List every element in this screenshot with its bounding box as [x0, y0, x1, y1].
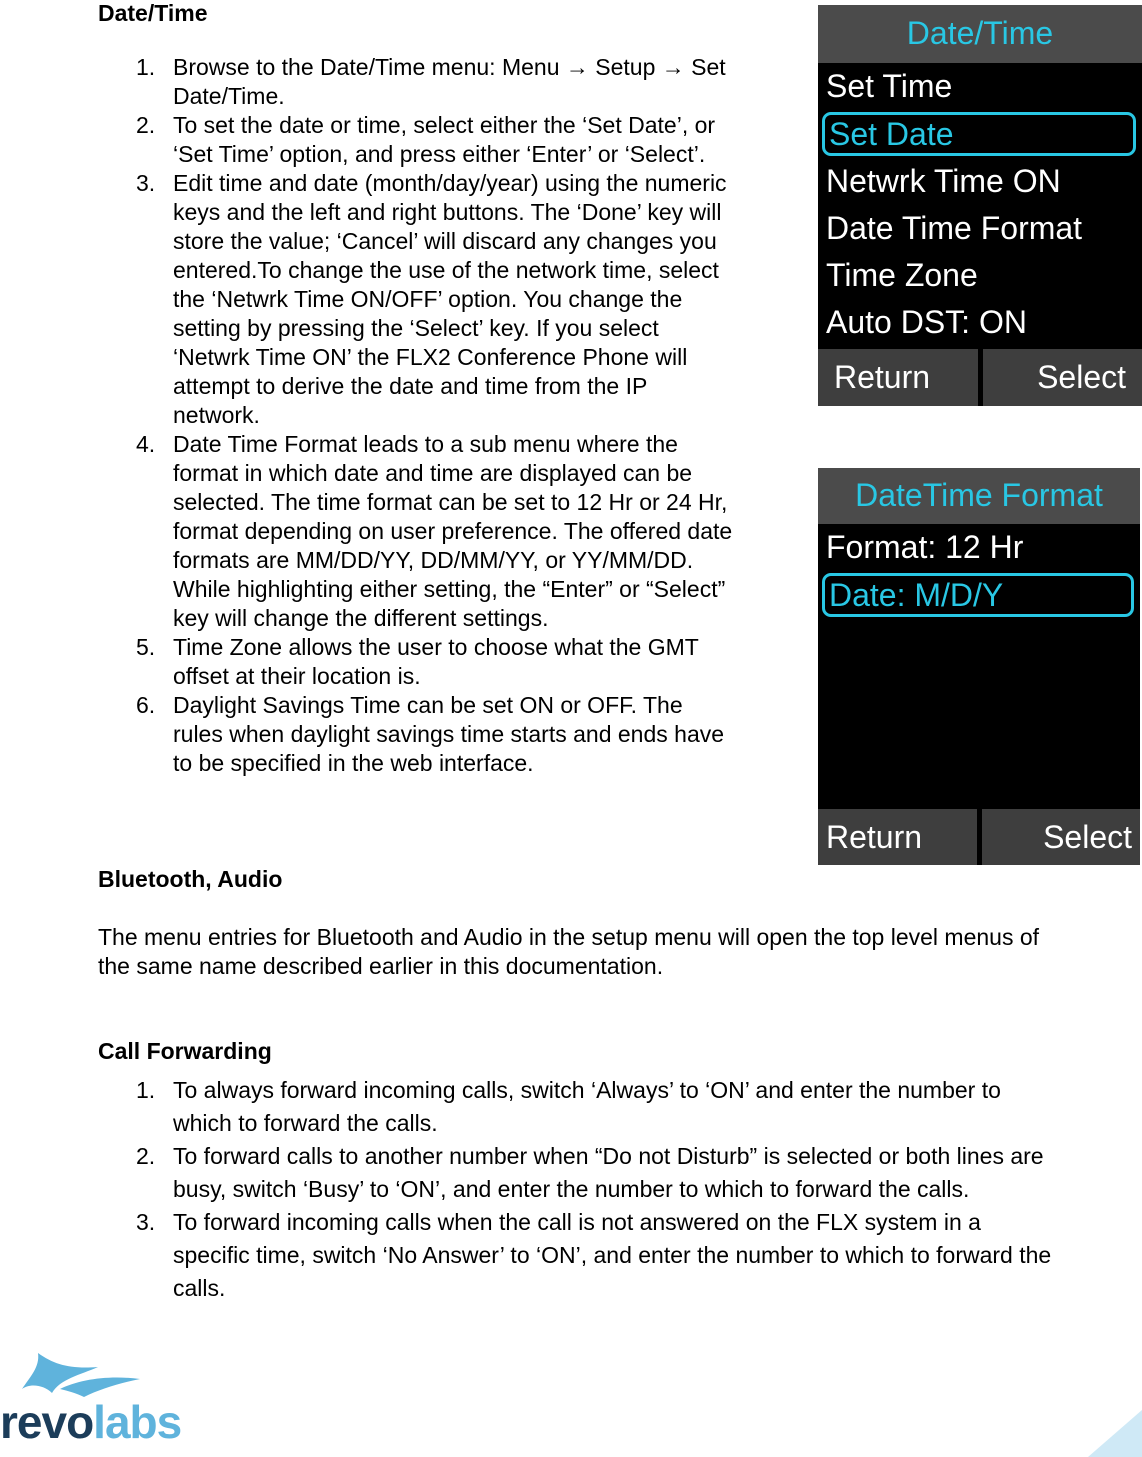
select-softkey: Select — [982, 809, 1141, 865]
step-number: 6. — [136, 692, 156, 718]
menu-item-set-date: Set Date — [822, 112, 1136, 156]
list-item — [98, 430, 738, 633]
menu-item-date-format: Date: M/D/Y — [822, 573, 1134, 617]
step-number: 2. — [136, 1143, 156, 1169]
list-item — [98, 1206, 1058, 1305]
corner-decoration-icon — [1088, 1410, 1142, 1457]
softkey-bar — [818, 349, 1142, 406]
menu-item-auto-dst: Auto DST: ON — [826, 304, 1027, 340]
bluetooth-heading: Bluetooth, Audio — [98, 866, 283, 892]
callforward-steps — [98, 1074, 1058, 1305]
return-softkey: Return — [818, 349, 978, 406]
step-text: To always forward incoming calls, switch ‘Always’ to ‘ON’ and enter the number to which to forward the calls. — [173, 1077, 1001, 1136]
step-number: 4. — [136, 431, 156, 457]
step-number: 1. — [136, 54, 156, 80]
step-number: 3. — [136, 170, 156, 196]
step-text: Browse to the Date/Time menu: Menu → Setup → Set Date/Time. — [173, 54, 726, 109]
list-item — [98, 1140, 1058, 1206]
step-text: Time Zone allows the user to choose what the GMT offset at their location is. — [173, 634, 699, 689]
step-number: 2. — [136, 112, 156, 138]
callforward-heading: Call Forwarding — [98, 1038, 272, 1064]
list-item — [98, 111, 738, 169]
list-item — [98, 633, 738, 691]
list-item — [98, 169, 738, 430]
datetime-menu-screenshot — [818, 5, 1142, 406]
step-number: 5. — [136, 634, 156, 660]
select-softkey: Select — [983, 349, 1142, 406]
step-text: To set the date or time, select either the ‘Set Date’, or ‘Set Time’ option, and press either ‘Enter’ or ‘Select’. — [173, 112, 716, 167]
logo-text-labs: labs — [93, 1396, 182, 1448]
bluetooth-paragraph: The menu entries for Bluetooth and Audio in the setup menu will open the top level menus of the same name described earlier in this documentation. — [98, 924, 1040, 979]
screen-title: DateTime Format — [818, 468, 1140, 524]
step-text: To forward calls to another number when “Do not Disturb” is selected or both lines are busy, switch ‘Busy’ to ‘ON’, and enter the number to which to forward the calls. — [173, 1143, 1044, 1202]
datetime-heading: Date/Time — [98, 0, 208, 26]
datetime-format-screenshot — [818, 468, 1140, 865]
step-text: Date Time Format leads to a sub menu where the format in which date and time are displayed can be selected. The time format can be set to 12 Hr or 24 Hr, format depending on user preference. The offered date formats are MM/DD/YY, DD/MM/YY, or YY/MM/DD. While highlighting either setting, the “Enter” or “Select” key will change the different settings. — [173, 431, 733, 631]
logo-wordmark — [0, 1395, 181, 1449]
menu-item-set-time: Set Time — [826, 68, 953, 104]
step-text: Daylight Savings Time can be set ON or OFF. The rules when daylight savings time starts and ends have to be specified in the web interface. — [173, 692, 725, 776]
step-text: Edit time and date (month/day/year) using the numeric keys and the left and right buttons. The ‘Done’ key will store the value; ‘Cancel’ will discard any changes you entered.To change the use of the network time, select the ‘Netwrk Time ON/OFF’ option. You change the setting by pressing the ‘Select’ key. If you select ‘Netwrk Time ON’ the FLX2 Conference Phone will attempt to derive the date and time from the IP network. — [173, 170, 727, 428]
step-number: 3. — [136, 1209, 156, 1235]
menu-item-network-time: Netwrk Time ON — [826, 163, 1061, 199]
return-softkey: Return — [818, 809, 977, 865]
list-item — [98, 691, 738, 778]
step-text: To forward incoming calls when the call is not answered on the FLX system in a specific time, switch ‘No Answer’ to ‘ON’, and enter the number to which to forward the calls. — [173, 1209, 1052, 1301]
logo-text-revo: revo — [0, 1396, 94, 1448]
datetime-steps — [98, 53, 738, 778]
screen-title: Date/Time — [818, 5, 1142, 63]
step-number: 1. — [136, 1077, 156, 1103]
menu-item-time-zone: Time Zone — [826, 257, 978, 293]
menu-item-format: Format: 12 Hr — [826, 529, 1024, 565]
softkey-bar — [818, 809, 1140, 865]
menu-item-date-time-format: Date Time Format — [826, 210, 1083, 246]
list-item — [98, 53, 738, 111]
list-item — [98, 1074, 1058, 1140]
